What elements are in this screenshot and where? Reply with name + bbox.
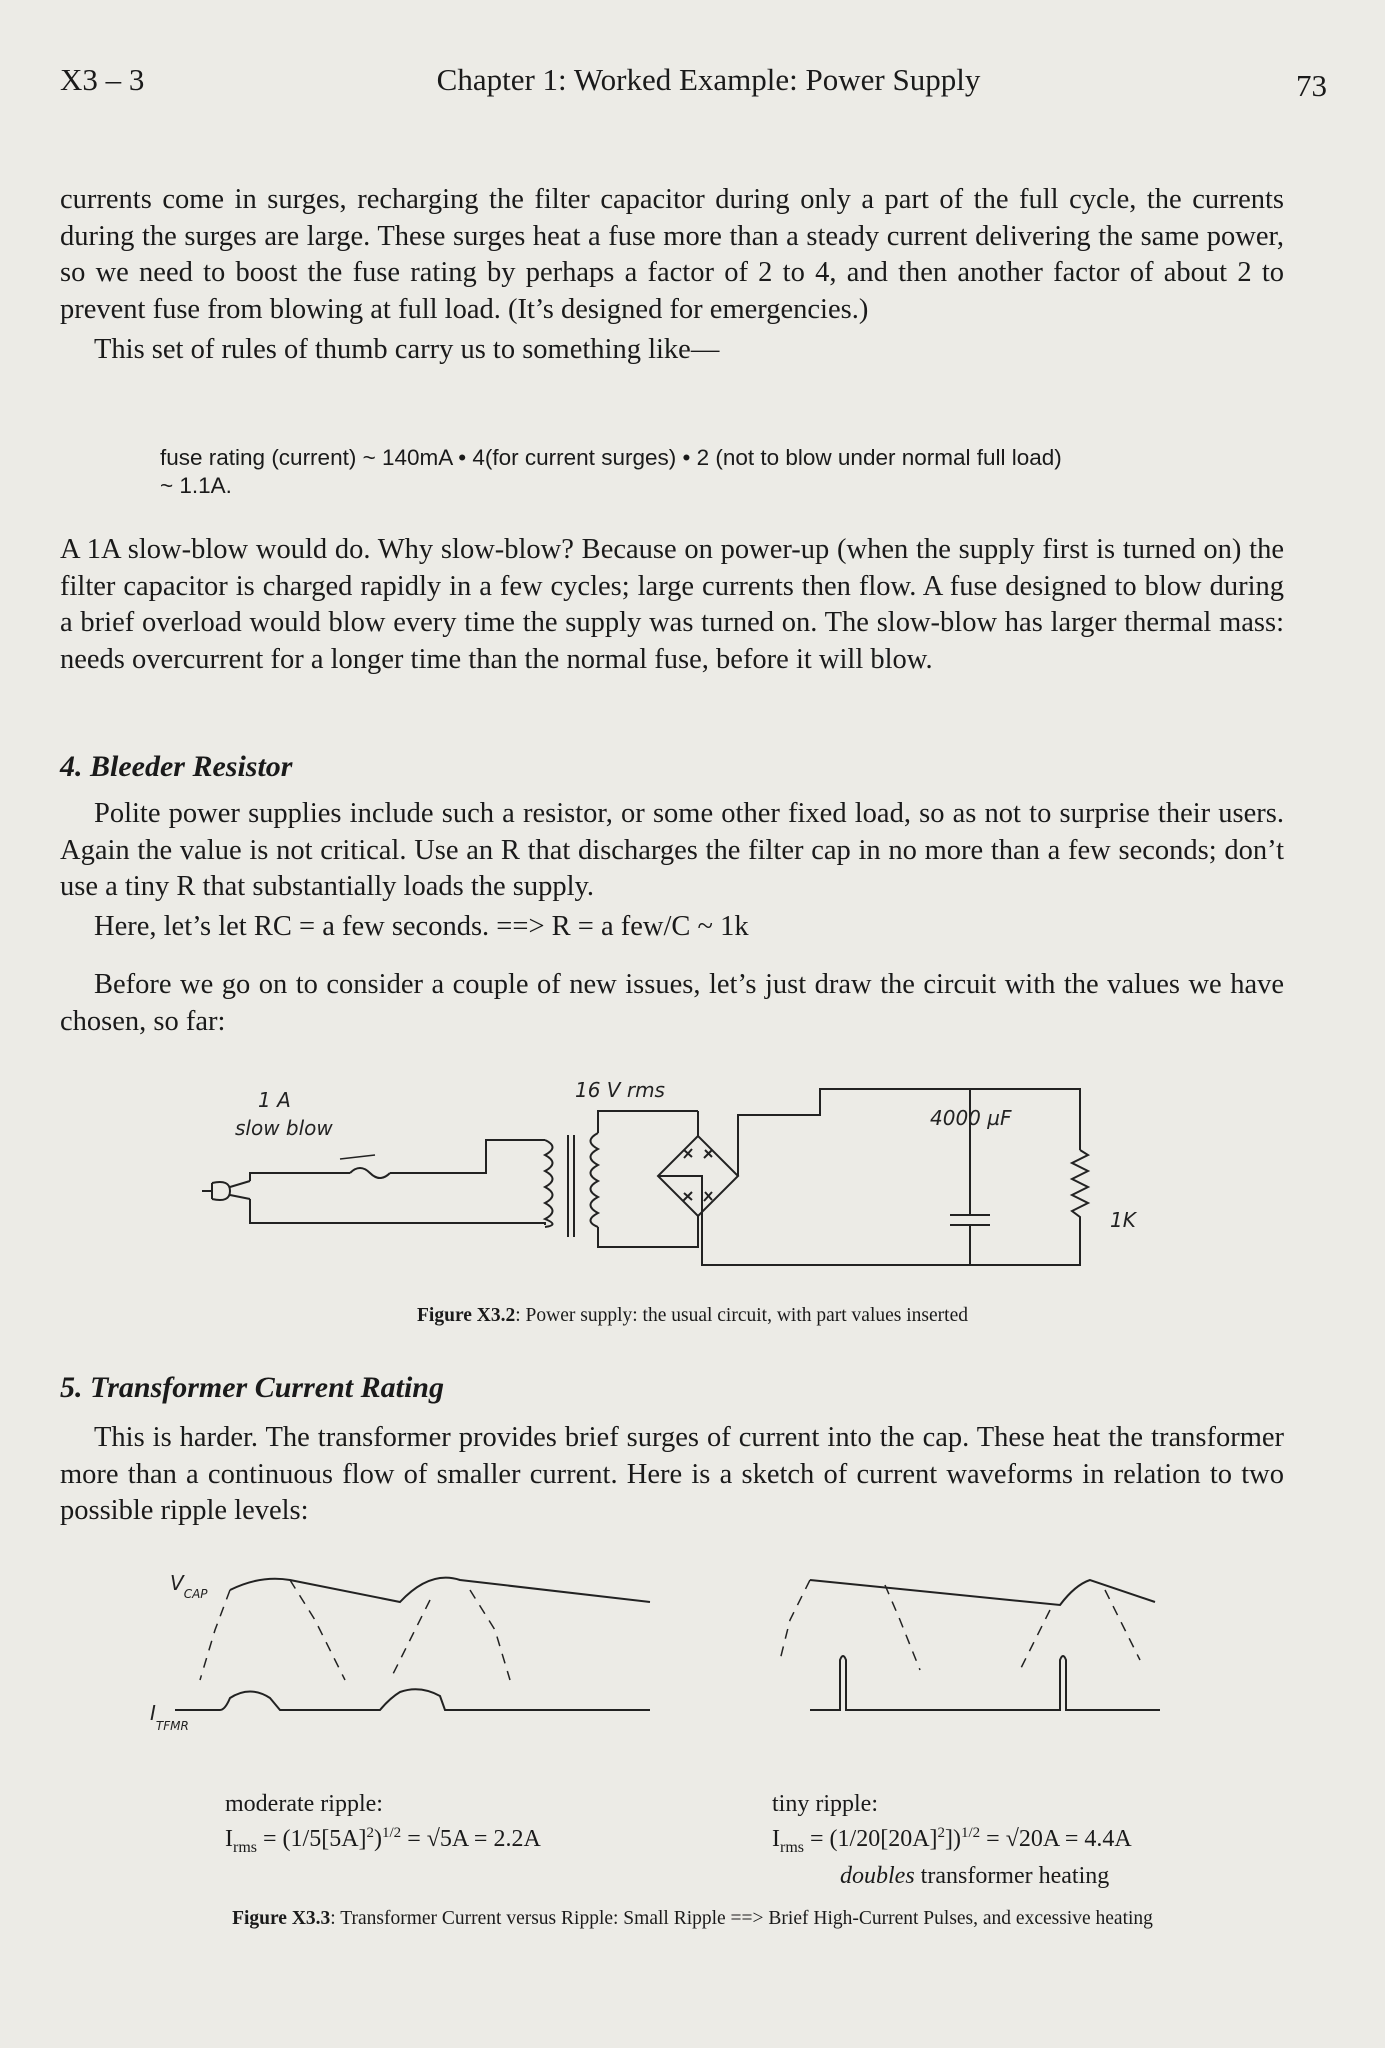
plug-symbol [202, 1182, 230, 1200]
fuse-rating-label: 1 A [258, 1088, 291, 1112]
moderate-irms-formula: $I_{rms} = (1/5[5A]^2)^{1/2} = √5A = 2.2A$ [225, 1825, 541, 1856]
slow-blow-text-block [60, 532, 1284, 678]
caption-label: Figure X3.3 [232, 1908, 331, 1929]
itfmr-label: $I_{TFMR}$ [150, 1701, 189, 1733]
paragraph: Here, let’s let RC = a few seconds. ==> R = a few/C ~ 1k [94, 910, 749, 942]
paragraph: currents come in surges, recharging the filter capacitor during only a part of the full cycle, the currents during the surges are large. These surges heat a fuse more than a steady current delivering the same power, so we need to boost the fuse rating by perhaps a factor of 2 to 4, and then another factor of about 2 to prevent fuse from blowing at full load. (It’s designed for emergencies.) [60, 184, 1284, 325]
power-supply-circuit-diagram [190, 1075, 1190, 1305]
paragraph: This set of rules of thumb carry us to something like— [94, 334, 720, 365]
page-number: 73 [1296, 68, 1327, 103]
section-heading-4 [60, 750, 293, 784]
tiny-ripple-title: tiny ripple: [772, 1791, 878, 1817]
wire [390, 1140, 545, 1173]
header-title: Chapter 1: Worked Example: Power Supply [436, 62, 981, 97]
itfmr-pulse-curve [810, 1656, 1160, 1710]
paragraph: A 1A slow-blow would do. Why slow-blow? Because on power-up (when the supply first is turned on) the filter capacitor is charged rapidly in a few cycles; large currents then flow. A fuse designed to blow during a brief overload would blow every time the supply was turned on. The slow-blow has larger thermal mass: needs overcurrent for a longer time than the normal fuse, before it will blow. [60, 534, 1284, 675]
fuse-symbol [350, 1168, 390, 1178]
section-number: 4. [60, 750, 83, 783]
transformer-text-block [60, 1420, 1284, 1530]
tiny-ripple-waveform [760, 1560, 1180, 1760]
wire [598, 1111, 698, 1133]
section-heading-5 [60, 1371, 444, 1405]
section-title: Bleeder Resistor [90, 750, 293, 783]
figure-x33-caption [0, 1908, 1385, 1930]
moderate-ripple-title: moderate ripple: [225, 1791, 383, 1817]
caption-label: Figure X3.2 [417, 1305, 516, 1326]
sine-dashed [1105, 1590, 1140, 1660]
plug-prongs [230, 1181, 250, 1199]
capacitor-value-label: 4000 µF [930, 1106, 1012, 1130]
vcap-ripple-curve [230, 1578, 650, 1602]
wire [250, 1199, 545, 1225]
paragraph: Before we go on to consider a couple of new issues, let’s just draw the circuit with the values we have chosen, so far: [60, 969, 1284, 1037]
ground-wire [658, 1176, 1080, 1265]
tiny-ripple-label [772, 1790, 1132, 1891]
itfmr-current-curve [175, 1689, 650, 1710]
wire [598, 1227, 698, 1247]
formula-line: ~ 1.1A. [160, 473, 232, 498]
sine-dashed [390, 1600, 430, 1680]
moderate-ripple-waveform [130, 1560, 670, 1760]
sine-dashed [1020, 1610, 1050, 1670]
intro-text-block [60, 182, 1284, 369]
running-header [60, 62, 1327, 106]
section-title: Transformer Current Rating [90, 1371, 444, 1404]
header-chapter-ref: X3 – 3 [60, 62, 145, 97]
fuse-type-label: slow blow [235, 1116, 333, 1140]
paragraph: This is harder. The transformer provides brief surges of current into the cap. These heat the transformer more than a continuous flow of smaller current. Here is a sketch of current waveforms in relation to two possible ripple levels: [60, 1422, 1284, 1526]
tiny-ripple-note: doubles transformer heating [840, 1862, 1110, 1889]
figure-x32-caption [0, 1305, 1385, 1327]
fuse-arrow [340, 1155, 375, 1159]
tiny-irms-formula: $I_{rms} = (1/20[20A]^2])^{1/2} = √20A = 4.4A$ [772, 1825, 1132, 1856]
transformer-secondary-coil [591, 1133, 599, 1227]
vcap-label: $V_{CAP}$ [170, 1571, 208, 1601]
fuse-rating-formula [160, 444, 1260, 500]
transformer-primary-coil [545, 1140, 553, 1227]
caption-text: : Transformer Current versus Ripple: Small Ripple ==> Brief High-Current Pulses, and excessive heating [330, 1908, 1153, 1929]
sine-dashed [200, 1590, 230, 1680]
resistor-value-label: 1K [1110, 1208, 1136, 1232]
moderate-ripple-label [225, 1790, 541, 1862]
sine-dashed [885, 1585, 920, 1670]
wire [250, 1173, 350, 1181]
formula-line: fuse rating (current) ~ 140mA • 4(for current surges) • 2 (not to blow under normal full load) [160, 445, 1062, 470]
bleeder-resistor [1072, 1150, 1088, 1225]
section-number: 5. [60, 1371, 83, 1404]
wire [738, 1089, 1080, 1176]
caption-text: : Power supply: the usual circuit, with part values inserted [515, 1305, 968, 1326]
bleeder-text-block [60, 796, 1284, 1040]
sine-dashed [290, 1580, 345, 1680]
paragraph: Polite power supplies include such a resistor, or some other fixed load, so as not to surprise their users. Again the value is not critical. Use an R that discharges the filter cap in no more than a few seconds; don’t use a tiny R that substantially loads the supply. [60, 798, 1284, 902]
transformer-voltage-label: 16 V rms [575, 1078, 665, 1102]
vcap-ripple-curve [810, 1580, 1155, 1605]
sine-dashed [780, 1580, 810, 1660]
sine-dashed [470, 1590, 510, 1680]
